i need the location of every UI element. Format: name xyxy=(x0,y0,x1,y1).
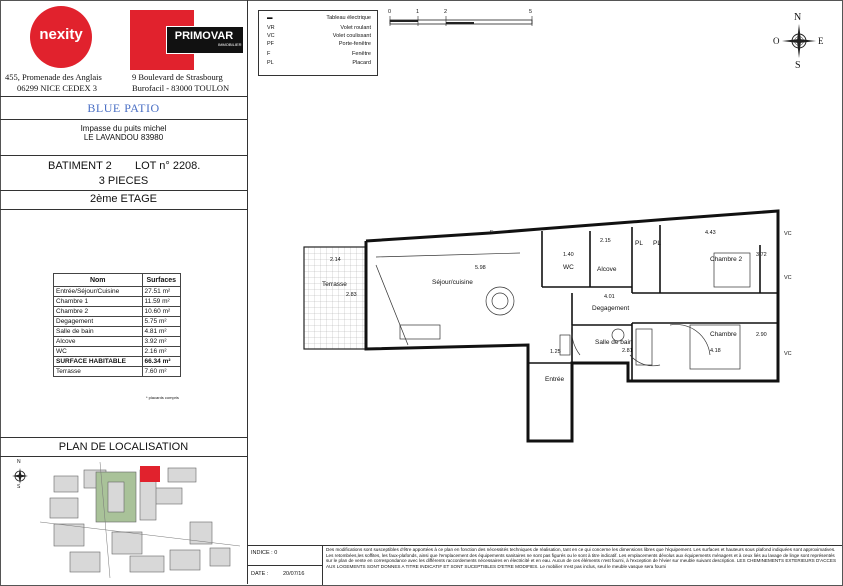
legend-code: VC xyxy=(267,33,275,39)
scale-tick: 5 xyxy=(529,9,533,15)
legend-code: PL xyxy=(267,60,274,66)
surface-row-value: 27.51 m² xyxy=(142,287,180,297)
location-plan-map xyxy=(40,462,240,578)
dim: 1.25 xyxy=(550,349,561,355)
surface-header-value: Surfaces xyxy=(142,274,180,287)
window-mark: VC xyxy=(784,231,792,237)
dim: 4.43 xyxy=(705,230,716,236)
surface-table-header xyxy=(54,274,181,287)
surface-row-name: Alcove xyxy=(54,337,143,347)
lot-building: BATIMENT 2 xyxy=(48,160,112,172)
dim: 2.83 xyxy=(346,292,357,298)
footer-notice: Des modifications sont susceptibles d'être apportées à ce plan en fonction des nécessités techniques de réalisation, tant en ce qui concerne les dimensions libres que l'équipement. Les surfaces et hauteurs sous plafond indiquées sont approximatives. Les retombées,les soffites, les faux-plafonds, ainsi que l'emplacement des équipements sanitaires ne sont pas figurés ou le sont à titre indicatif. Les emplacements dévolus aux équipements ménagers et à ceux liés au lavage de linge sont représentés sur le plan de vente en correspondance avec les différents raccordements nécessaires en électricité et en eau. Aucun de ces éléments n'est fourni, à l'exception de l'évier sur meuble suivant description. LES CHEMINEMENTS EXTERIEURS D'ACCES AUX LOGEMENTS SONT DONNES A TITRE INDICATIF ET SONT SUCEPTIBLES D'ETRE MODIFIES. Le mobilier n'est pas inclus, seul le meuble vasque sera fourni xyxy=(326,547,837,569)
scale-tick: 0 xyxy=(388,9,392,15)
surface-row-name: WC xyxy=(54,347,143,357)
legend-label: Volet coulissant xyxy=(332,33,371,39)
lot-rooms: 3 PIECES xyxy=(98,175,149,187)
room-chambre2: Chambre 2 xyxy=(710,256,743,263)
room-sdb: Salle de bain xyxy=(595,339,633,346)
surface-total-value: 66.34 m² xyxy=(142,357,180,367)
room-sejour: Séjour/cuisine xyxy=(432,279,473,286)
surface-footnote: * placards compris xyxy=(146,395,179,400)
dim: 2.81 xyxy=(622,348,633,354)
footer-divider-h xyxy=(247,565,322,566)
table-row xyxy=(54,337,181,347)
room-entree: Entrée xyxy=(545,376,565,383)
dim: 3.72 xyxy=(756,252,767,258)
surface-row-name: Degagement xyxy=(54,317,143,327)
scale-tick: 1 xyxy=(416,9,420,15)
surface-table xyxy=(53,273,181,377)
window-mark: VC xyxy=(784,351,792,357)
legend-code: ▬ xyxy=(267,15,273,21)
compass-e: E xyxy=(818,36,824,46)
dim: 2.15 xyxy=(600,238,611,244)
surface-row-name: Chambre 1 xyxy=(54,297,143,307)
developer-address-2: 06299 NICE CEDEX 3 xyxy=(17,83,98,93)
table-row xyxy=(54,317,181,327)
dim: 1.40 xyxy=(563,252,574,258)
surface-header-name: Nom xyxy=(54,274,143,287)
dim: 4.18 xyxy=(710,348,721,354)
partner-address-1: 9 Boulevard de Strasbourg xyxy=(132,72,223,82)
legend-label: Tableau électrique xyxy=(326,15,371,21)
developer-address-1: 455, Promenade des Anglais xyxy=(5,72,102,82)
dim: 5.98 xyxy=(475,265,486,271)
project-city: LE LAVANDOU 83980 xyxy=(83,133,164,142)
scale-tick: 2 xyxy=(444,9,448,15)
legend-code: VR xyxy=(267,25,275,31)
room-chambre: Chambre xyxy=(710,331,737,338)
legend-label: Placard xyxy=(352,60,371,66)
surface-row-name: Salle de bain xyxy=(54,327,143,337)
info-column xyxy=(0,0,248,584)
surface-row-name: Chambre 2 xyxy=(54,307,143,317)
surface-row-value: 10.60 m² xyxy=(142,307,180,317)
primovar-logo-text: PRIMOVAR xyxy=(174,30,234,42)
window-mark: F xyxy=(490,230,494,236)
scale-bar xyxy=(388,14,538,32)
table-row xyxy=(54,307,181,317)
surface-row-value: 2.16 m² xyxy=(142,347,180,357)
surface-row-value: 4.81 m² xyxy=(142,327,180,337)
project-name: BLUE PATIO xyxy=(87,101,160,115)
surface-total-row xyxy=(54,357,181,367)
window-mark: VC xyxy=(784,275,792,281)
room-wc: WC xyxy=(563,264,574,271)
legend-code: PF xyxy=(267,41,275,47)
dim: 2.90 xyxy=(756,332,767,338)
legend-label: Fenêtre xyxy=(352,51,371,57)
dim: 4.01 xyxy=(604,294,615,300)
footer-date-label: DATE : xyxy=(251,571,269,577)
compass-n: N xyxy=(794,12,802,23)
surface-row-value: 11.59 m² xyxy=(142,297,180,307)
legend xyxy=(258,10,378,76)
surface-terrace-label: Terrasse xyxy=(54,367,143,377)
primovar-logo-sub: IMMOBILIER xyxy=(218,42,242,47)
legend-code: F xyxy=(267,51,271,57)
room-terrasse: Terrasse xyxy=(322,281,347,288)
table-row xyxy=(54,347,181,357)
surface-terrace-value: 7.60 m² xyxy=(142,367,180,377)
lot-floor: 2ème ETAGE xyxy=(89,193,158,205)
location-plan-title: PLAN DE LOCALISATION xyxy=(58,441,189,453)
lot-number: LOT n° 2208. xyxy=(135,160,201,172)
compass-rose-icon xyxy=(780,22,818,60)
room-alcove: Alcove xyxy=(597,266,617,273)
compass-o: O xyxy=(773,36,780,46)
legend-label: Volet roulant xyxy=(340,25,371,31)
nexity-logo-text: nexity xyxy=(39,26,83,43)
location-highlight xyxy=(140,466,160,482)
table-row xyxy=(54,327,181,337)
dim: 2.14 xyxy=(330,257,341,263)
surface-row-value: 5.75 m² xyxy=(142,317,180,327)
footer-date-value: 20/07/16 xyxy=(283,571,305,577)
small-compass-n: N xyxy=(17,459,21,465)
compass-s: S xyxy=(795,60,801,71)
surface-total-label: SURFACE HABITABLE xyxy=(54,357,143,367)
room-degagement: Degagement xyxy=(592,305,630,312)
small-compass-s: S xyxy=(17,484,21,490)
footer-indice: INDICE : 0 xyxy=(251,550,278,556)
surface-terrace-row xyxy=(54,367,181,377)
room-pl2: PL xyxy=(653,240,661,247)
legend-label: Porte-fenêtre xyxy=(338,41,371,47)
room-pl1: PL xyxy=(635,240,643,247)
table-row xyxy=(54,287,181,297)
table-row xyxy=(54,297,181,307)
floor-plan xyxy=(290,205,800,445)
partner-address-2: Burofacil - 83000 TOULON xyxy=(132,83,230,93)
surface-row-value: 3.92 m² xyxy=(142,337,180,347)
footer-divider xyxy=(322,545,323,585)
project-street: Impasse du puits michel xyxy=(80,124,167,133)
surface-row-name: Entrée/Séjour/Cuisine xyxy=(54,287,143,297)
